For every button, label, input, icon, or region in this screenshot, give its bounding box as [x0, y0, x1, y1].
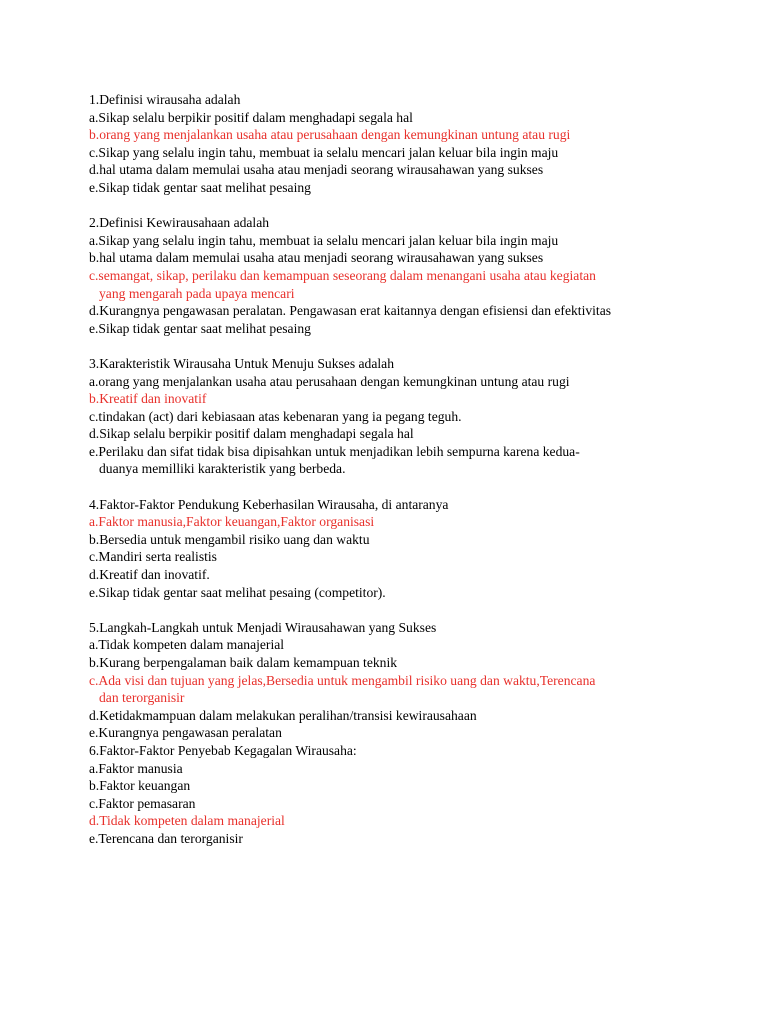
- question-5: [89, 619, 739, 742]
- answer-option: b.Faktor keuangan: [89, 778, 191, 794]
- question-title: 2.Definisi Kewirausahaan adalah: [89, 215, 270, 231]
- answer-option-correct: yang mengarah pada upaya mencari: [99, 285, 295, 301]
- answer-option: duanya memilliki karakteristik yang berbeda.: [99, 461, 346, 477]
- answer-option: b.hal utama dalam memulai usaha atau menjadi seorang wirausahawan yang sukses: [89, 250, 544, 266]
- answer-option: a.Sikap selalu berpikir positif dalam menghadapi segala hal: [89, 109, 413, 125]
- question-title: 1.Definisi wirausaha adalah: [89, 92, 241, 107]
- question-1: [89, 91, 739, 197]
- answer-option: d.Kurangnya pengawasan peralatan. Pengawasan erat kaitannya dengan efisiensi dan efektivitas: [89, 303, 612, 319]
- answer-option-correct: b.orang yang menjalankan usaha atau perusahaan dengan kemungkinan untung atau rugi: [89, 127, 571, 143]
- answer-option-correct: c.Ada visi dan tujuan yang jelas,Bersedia untuk mengambil risiko uang dan waktu,Terencana: [89, 672, 596, 688]
- answer-option: a.Sikap yang selalu ingin tahu, membuat ia selalu mencari jalan keluar bila ingin maju: [89, 232, 559, 248]
- answer-option: a.Tidak kompeten dalam manajerial: [89, 637, 285, 653]
- question-title: 3.Karakteristik Wirausaha Untuk Menuju Sukses adalah: [89, 355, 394, 371]
- answer-option: c.Sikap yang selalu ingin tahu, membuat ia selalu mencari jalan keluar bila ingin maju: [89, 144, 559, 160]
- question-6: [89, 742, 739, 848]
- answer-option-correct: d.Tidak kompeten dalam manajerial: [89, 813, 285, 829]
- answer-option: d.hal utama dalam memulai usaha atau menjadi seorang wirausahawan yang sukses: [89, 162, 544, 178]
- answer-option-correct: dan terorganisir: [99, 690, 185, 706]
- answer-option: e.Sikap tidak gentar saat melihat pesaing (competitor).: [89, 584, 386, 600]
- question-2: [89, 214, 739, 337]
- question-title: 4.Faktor-Faktor Pendukung Keberhasilan Wirausaha, di antaranya: [89, 496, 449, 512]
- answer-option: c.Mandiri serta realistis: [89, 549, 217, 565]
- answer-option: a.Faktor manusia: [89, 760, 183, 776]
- answer-option: d.Kreatif dan inovatif.: [89, 567, 210, 583]
- answer-option: e.Perilaku dan sifat tidak bisa dipisahkan untuk menjadikan lebih sempurna karena kedua-: [89, 443, 580, 459]
- answer-option-correct: a.Faktor manusia,Faktor keuangan,Faktor organisasi: [89, 514, 375, 530]
- answer-option: c.Faktor pemasaran: [89, 795, 196, 811]
- question-3: [89, 355, 739, 478]
- answer-option: e.Sikap tidak gentar saat melihat pesaing: [89, 179, 311, 195]
- question-title: 6.Faktor-Faktor Penyebab Kegagalan Wirausaha:: [89, 742, 357, 758]
- answer-option: b.Bersedia untuk mengambil risiko uang dan waktu: [89, 531, 370, 547]
- answer-option: e.Sikap tidak gentar saat melihat pesaing: [89, 320, 311, 336]
- answer-option: e.Kurangnya pengawasan peralatan: [89, 725, 282, 741]
- answer-option: e.Terencana dan terorganisir: [89, 830, 243, 846]
- quiz-document: [89, 91, 739, 848]
- answer-option: d.Sikap selalu berpikir positif dalam menghadapi segala hal: [89, 426, 414, 442]
- answer-option: a.orang yang menjalankan usaha atau perusahaan dengan kemungkinan untung atau rugi: [89, 373, 570, 389]
- answer-option: b.Kurang berpengalaman baik dalam kemampuan teknik: [89, 655, 398, 670]
- answer-option-correct: c.semangat, sikap, perilaku dan kemampuan seseorang dalam menangani usaha atau kegiatan: [89, 267, 596, 283]
- answer-option-correct: b.Kreatif dan inovatif: [89, 391, 207, 407]
- answer-option: c.tindakan (act) dari kebiasaan atas kebenaran yang ia pegang teguh.: [89, 408, 462, 424]
- answer-option: d.Ketidakmampuan dalam melakukan peralihan/transisi kewirausahaan: [89, 707, 477, 723]
- question-title: 5.Langkah-Langkah untuk Menjadi Wirausahawan yang Sukses: [89, 619, 437, 635]
- question-4: [89, 496, 739, 602]
